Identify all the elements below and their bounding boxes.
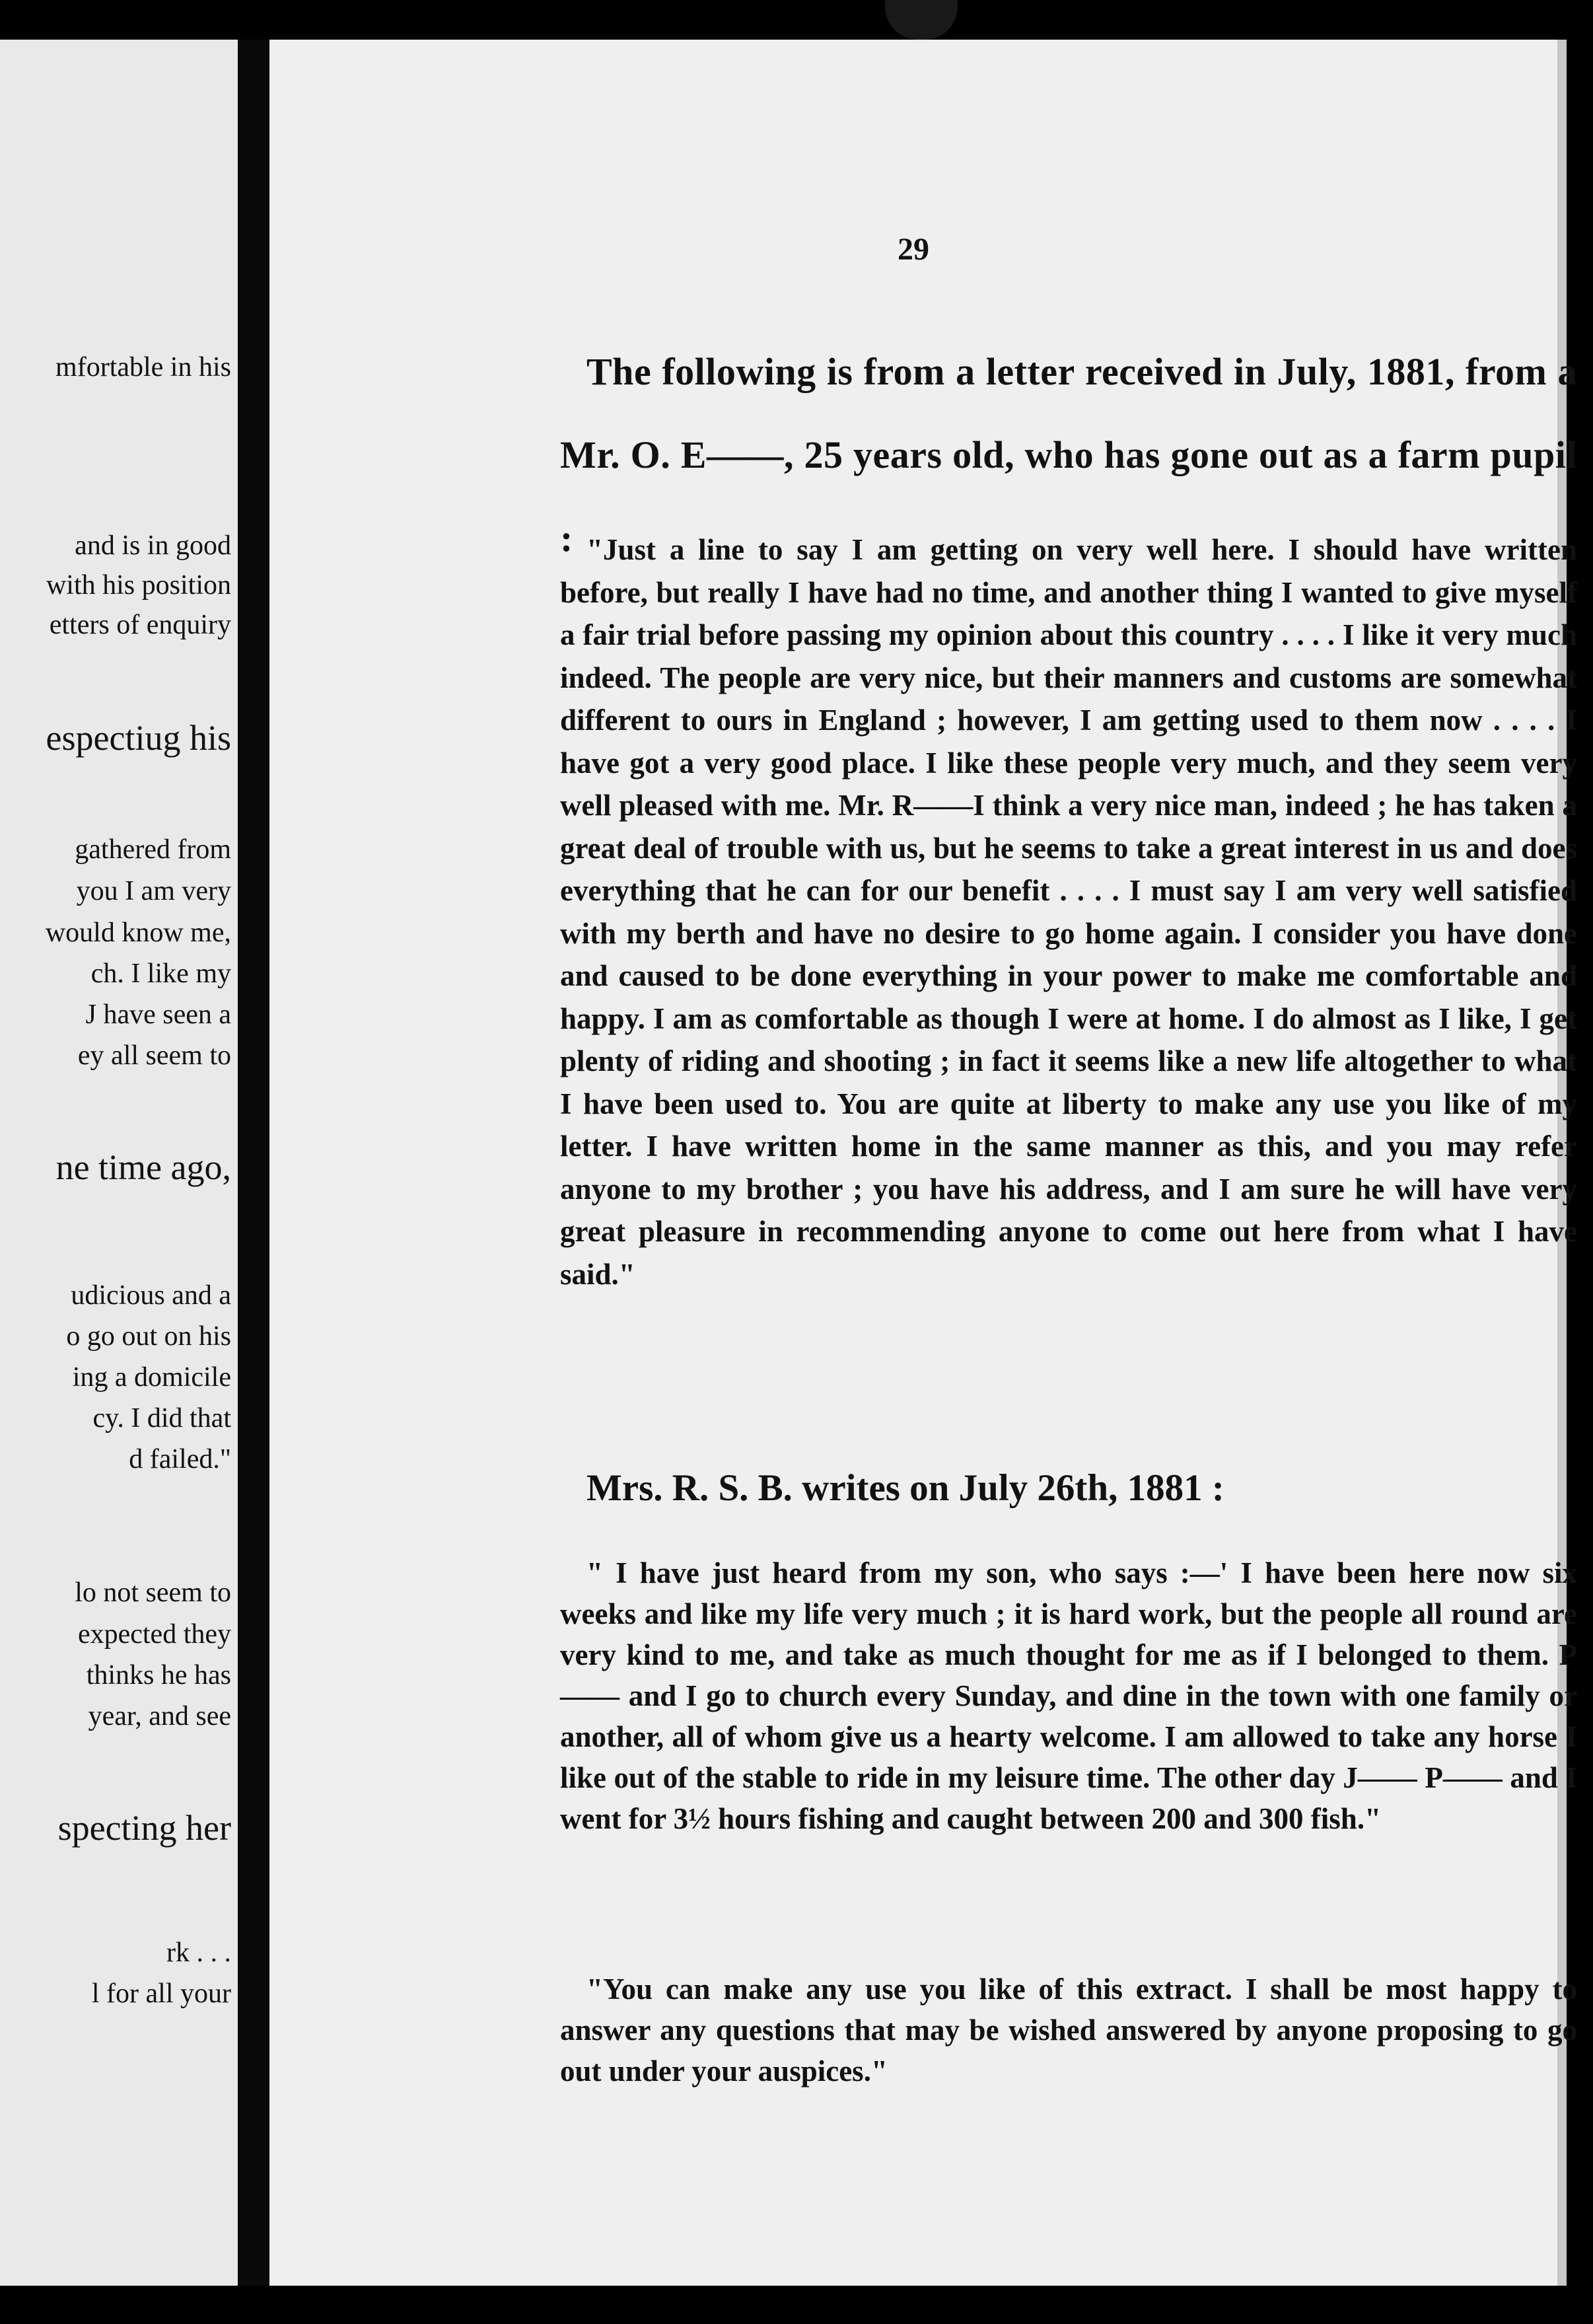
left-text-fragment: ne time ago,	[55, 1147, 231, 1187]
left-text-fragment: you I am very	[76, 876, 231, 906]
left-text-fragment: with his position	[46, 570, 231, 600]
book-gutter	[238, 40, 269, 2286]
left-text-fragment: l for all your	[91, 1979, 231, 2009]
letter-three-text: "You can make any use you like of this extract. I shall be most happy to answer any questions that may be wished answered by anyone proposing to go out under your auspices."	[560, 1973, 1577, 2088]
left-text-fragment: gathered from	[75, 834, 231, 865]
right-page	[269, 40, 1577, 2286]
left-text-fragment: ing a domicile	[72, 1362, 231, 1393]
section-heading: Mrs. R. S. B. writes on July 26th, 1881 :	[586, 1467, 1224, 1509]
left-text-fragment: cy. I did that	[92, 1403, 231, 1434]
page-number: 29	[898, 232, 929, 267]
scan-artifact	[885, 0, 958, 40]
left-text-fragment: mfortable in his	[55, 352, 231, 382]
left-text-fragment: lo not seem to	[75, 1578, 231, 1608]
left-text-fragment: specting her	[57, 1808, 231, 1848]
letter-two	[560, 1552, 1577, 1839]
left-text-fragment: thinks he has	[86, 1660, 231, 1690]
letter-one-text: "Just a line to say I am getting on very well here. I should have written before, but really I have had no time, and another thing I wanted to give myself a fair trial before passing my opinion about this country . . . . I like it very much indeed. The people are very nice, but their manners and customs are somewhat different to ours in England ; however, I am getting used to them now . . . . I have got a very good place. I like these people very much, and they seem very well pleased with me. Mr. R——I think a very nice man, indeed ; he has taken a great deal of trouble with us, but he seems to take a great interest in us and does everything that he can for our benefit . . . . I must say I am very well satisfied with my berth and have no desire to go home again. I consider you have done and caused to be done everything in your power to make me comfortable and happy. I am as comfortable as though I were at home. I do almost as I like, I get plenty of riding and shooting ; in fact it seems like a new life altogether to what I have been used to. You are quite at liberty to make any use you like of my letter. I have written home in the same manner as this, and you may refer anyone to my brother ; you have his address, and I am sure he will have very great pleasure in recommending anyone to come out here from what I have said."	[560, 533, 1577, 1291]
left-text-fragment: rk . . .	[166, 1938, 231, 1968]
left-text-fragment: ch. I like my	[90, 959, 231, 989]
left-page	[0, 40, 238, 2286]
left-text-fragment: d failed."	[129, 1444, 231, 1474]
left-text-fragment: expected they	[77, 1619, 231, 1650]
letter-three	[560, 1969, 1577, 2091]
intro-text: The following is from a letter received in July, 1881, from a Mr. O. E——, 25 years old, who has gone out as a farm pupil :	[560, 350, 1577, 560]
letter-one	[560, 528, 1577, 1295]
left-text-fragment: and is in good	[75, 530, 231, 561]
left-text-fragment: J have seen a	[85, 999, 231, 1030]
letter-two-text: " I have just heard from my son, who says :—' I have been here now six weeks and like my life very much ; it is hard work, but the people all round are very kind to me, and take as much thought for me as if I belonged to them. P—— and I go to church every Sunday, and dine in the town with one family or another, all of whom give us a hearty welcome. I am allowed to take any horse I like out of the stable to ride in my leisure time. The other day J—— P—— and I went for 3½ hours fishing and caught between 200 and 300 fish."	[560, 1556, 1577, 1835]
left-text-fragment: udicious and a	[71, 1280, 231, 1311]
left-text-fragment: would know me,	[45, 918, 231, 948]
left-text-fragment: espectiug his	[46, 718, 231, 758]
left-text-fragment: ey all seem to	[77, 1040, 231, 1071]
left-text-fragment: o go out on his	[66, 1321, 231, 1352]
left-text-fragment: year, and see	[88, 1701, 231, 1731]
left-text-fragment: etters of enquiry	[49, 610, 231, 640]
